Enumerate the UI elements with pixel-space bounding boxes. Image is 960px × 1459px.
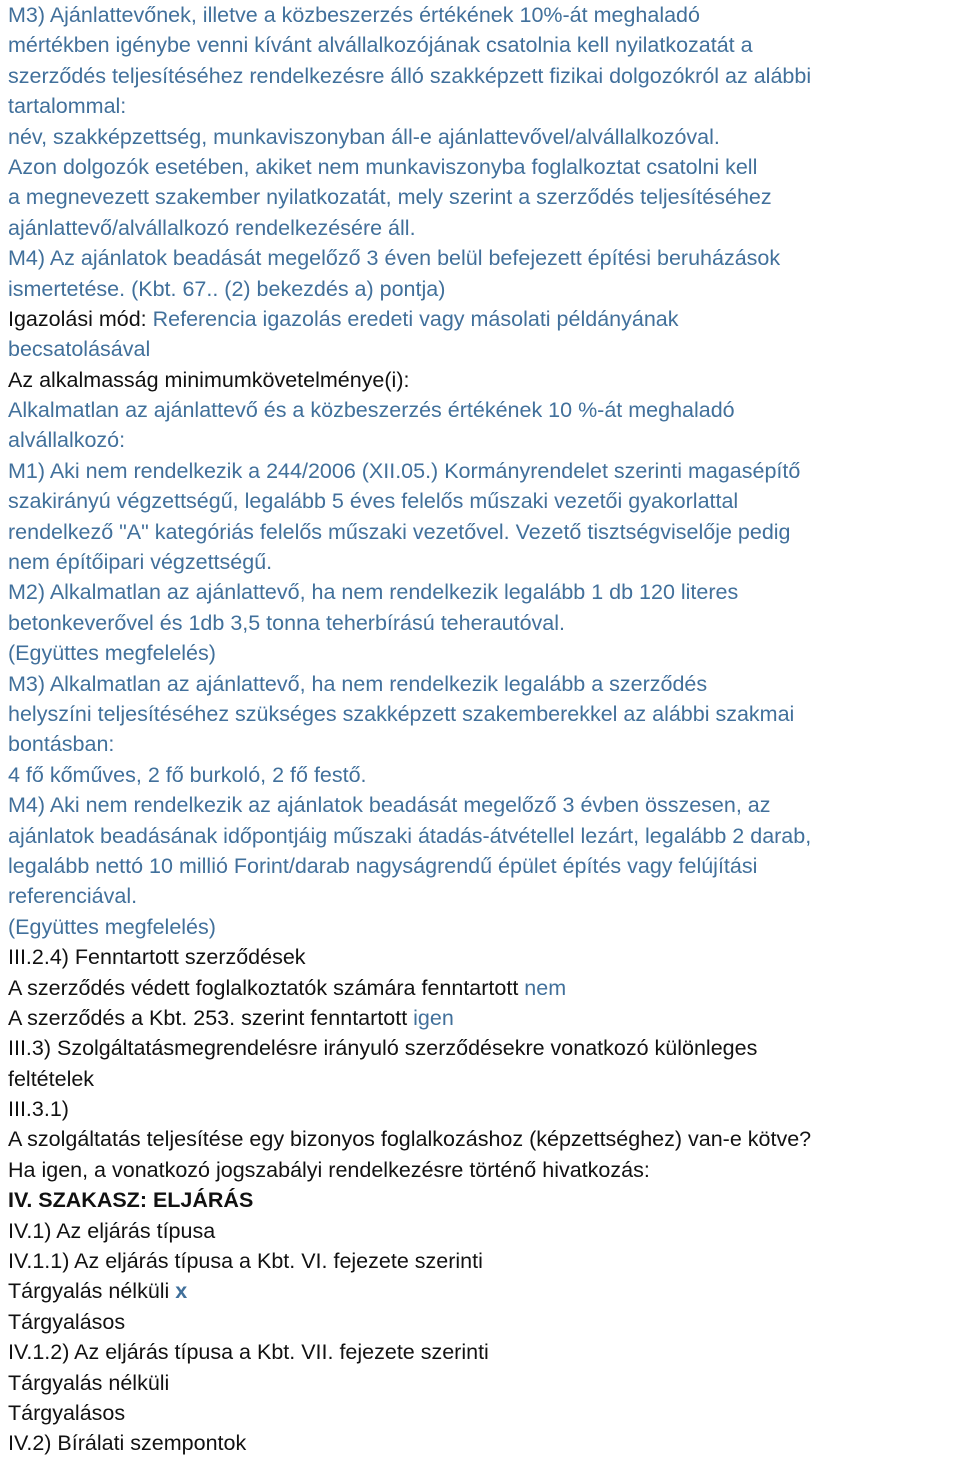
text-line xyxy=(8,334,960,364)
field-value: M1) Aki nem rendelkezik a 244/2006 (XII.05.) Kormányrendelet szerinti magasépítő xyxy=(8,458,801,483)
text-line xyxy=(8,486,960,516)
text-line xyxy=(8,1033,960,1063)
text-line xyxy=(8,821,960,851)
text-line xyxy=(8,1368,960,1398)
text-line xyxy=(8,790,960,820)
text-line xyxy=(8,1307,960,1337)
field-value: igen xyxy=(413,1005,454,1030)
field-label: IV.1) Az eljárás típusa xyxy=(8,1218,216,1243)
field-label: III.3.1) xyxy=(8,1097,69,1122)
field-value: tartalommal: xyxy=(8,94,127,119)
text-line xyxy=(8,91,960,121)
text-line xyxy=(8,1337,960,1367)
field-label: III.2.4) Fenntartott szerződések xyxy=(8,945,306,970)
field-value: nem xyxy=(524,975,567,1000)
field-value: Alkalmatlan az ajánlattevő és a közbeszerzés értékének 10 %-át meghaladó xyxy=(8,398,735,423)
text-line xyxy=(8,912,960,942)
field-value: alvállalkozó: xyxy=(8,428,126,453)
text-line xyxy=(8,365,960,395)
text-line xyxy=(8,152,960,182)
field-value: ismertetése. (Kbt. 67. xyxy=(8,276,213,301)
field-label: feltételek xyxy=(8,1066,95,1091)
field-value: M4) Az ajánlatok beadását megelőző 3 éven belül befejezett építési beruházások xyxy=(8,246,781,271)
field-label: Igazolási mód: xyxy=(8,306,153,331)
field-value: M4) Aki nem rendelkezik az ajánlatok beadását megelőző 3 évben összesen, az xyxy=(8,793,771,818)
text-line xyxy=(8,1276,960,1306)
field-value: ajánlattevő/alvállalkozó rendelkezésére áll. xyxy=(8,215,416,240)
text-line xyxy=(8,729,960,759)
field-value: bontásban: xyxy=(8,732,115,757)
text-line xyxy=(8,1398,960,1428)
field-value: Azon dolgozók esetében, akiket nem munkaviszonyba foglalkoztat csatolni kell xyxy=(8,154,758,179)
field-value: név, szakképzettség, munkaviszonyban áll-e ajánlattevővel/alvállalkozóval. xyxy=(8,124,720,149)
text-line xyxy=(8,274,960,304)
text-line xyxy=(8,395,960,425)
text-line xyxy=(8,669,960,699)
field-label: Tárgyalás nélküli xyxy=(8,1279,176,1304)
field-label: Tárgyalásos xyxy=(8,1400,126,1425)
text-line xyxy=(8,182,960,212)
text-line xyxy=(8,1216,960,1246)
text-line xyxy=(8,973,960,1003)
field-value: mértékben igénybe venni kívánt alvállalkozójának csatolnia kell nyilatkozatát a xyxy=(8,33,753,58)
text-line xyxy=(8,1185,960,1215)
field-label: Tárgyalás nélküli xyxy=(8,1370,170,1395)
field-label: Az alkalmasság minimumkövetelménye(i): xyxy=(8,367,410,392)
field-label: Tárgyalásos xyxy=(8,1309,126,1334)
field-label: III.3) Szolgáltatásmegrendelésre irányuló szerződésekre vonatkozó különleges xyxy=(8,1036,758,1061)
field-value: szerződés teljesítéséhez rendelkezésre álló szakképzett fizikai dolgozókról az alábbi xyxy=(8,63,812,88)
field-value: betonkeverővel és 1db 3,5 tonna teherbírású teherautóval. xyxy=(8,610,565,635)
text-line xyxy=(8,1003,960,1033)
text-line xyxy=(8,1155,960,1185)
field-value: 4 fő kőműves, 2 fő burkoló, 2 fő festő. xyxy=(8,762,367,787)
text-line xyxy=(8,638,960,668)
text-line xyxy=(8,1064,960,1094)
text-line xyxy=(8,547,960,577)
field-value: x xyxy=(175,1279,188,1304)
field-label: IV.2) Bírálati szempontok xyxy=(8,1431,247,1456)
field-value: Referencia igazolás eredeti vagy másolati példányának xyxy=(152,306,679,331)
field-label: Ha igen, a vonatkozó jogszabályi rendelkezésre történő hivatkozás: xyxy=(8,1157,650,1182)
text-line xyxy=(8,608,960,638)
field-value: becsatolásával xyxy=(8,337,151,362)
field-value: . (2) bekezdés a) pontja) xyxy=(212,276,446,301)
field-value: legalább nettó 10 millió Forint/darab nagyságrendű épület építés vagy felújítási xyxy=(8,853,758,878)
text-line xyxy=(8,942,960,972)
field-label: IV.1.2) Az eljárás típusa a Kbt. VII. fejezete szerinti xyxy=(8,1340,489,1365)
text-line xyxy=(8,61,960,91)
field-value: M3) Ajánlattevőnek, illetve a közbeszerzés értékének 10%-át meghaladó xyxy=(8,3,700,27)
field-label: A szerződés védett foglalkoztatók számára fenntartott xyxy=(8,975,525,1000)
text-line xyxy=(8,0,960,30)
field-value: (Együttes megfelelés) xyxy=(8,641,216,666)
text-line xyxy=(8,30,960,60)
text-line xyxy=(8,243,960,273)
field-label: IV.1.1) Az eljárás típusa a Kbt. VI. fejezete szerinti xyxy=(8,1249,483,1274)
text-line xyxy=(8,425,960,455)
text-line xyxy=(8,517,960,547)
field-label: IV. SZAKASZ: ELJÁRÁS xyxy=(8,1188,254,1213)
text-line xyxy=(8,1094,960,1124)
text-line xyxy=(8,1246,960,1276)
text-line xyxy=(8,881,960,911)
field-value: (Együttes megfelelés) xyxy=(8,914,216,939)
field-value: M3) Alkalmatlan az ajánlattevő, ha nem rendelkezik legalább a szerződés xyxy=(8,671,708,696)
text-line xyxy=(8,1124,960,1154)
field-value: referenciával. xyxy=(8,884,138,909)
field-label: A szolgáltatás teljesítése egy bizonyos foglalkozáshoz (képzettséghez) van-e kötve? xyxy=(8,1127,812,1152)
text-line xyxy=(8,851,960,881)
field-value: nem építőipari végzettségű. xyxy=(8,550,273,575)
field-label: szerint fenntartott xyxy=(241,1005,414,1030)
text-line xyxy=(8,1428,960,1458)
field-value: M2) Alkalmatlan az ajánlattevő, ha nem rendelkezik legalább 1 db 120 literes xyxy=(8,580,739,605)
text-line xyxy=(8,699,960,729)
text-line xyxy=(8,122,960,152)
text-line xyxy=(8,760,960,790)
field-value: a megnevezett szakember nyilatkozatát, mely szerint a szerződés teljesítéséhez xyxy=(8,185,772,210)
field-value: szakirányú végzettségű, legalább 5 éves felelős műszaki vezetői gyakorlattal xyxy=(8,489,739,514)
text-line xyxy=(8,577,960,607)
field-value: ajánlatok beadásának időpontjáig műszaki átadás-átvétellel lezárt, legalább 2 darab, xyxy=(8,823,812,848)
field-value: helyszíni teljesítéséhez szükséges szakképzett szakemberekkel az alábbi szakmai xyxy=(8,701,795,726)
text-line xyxy=(8,213,960,243)
text-line xyxy=(8,456,960,486)
field-value: rendelkező "A" kategóriás felelős műszaki vezetővel. Vezető tisztségviselője pedig xyxy=(8,519,791,544)
field-label: A szerződés a Kbt. 253. xyxy=(8,1005,242,1030)
text-line xyxy=(8,304,960,334)
